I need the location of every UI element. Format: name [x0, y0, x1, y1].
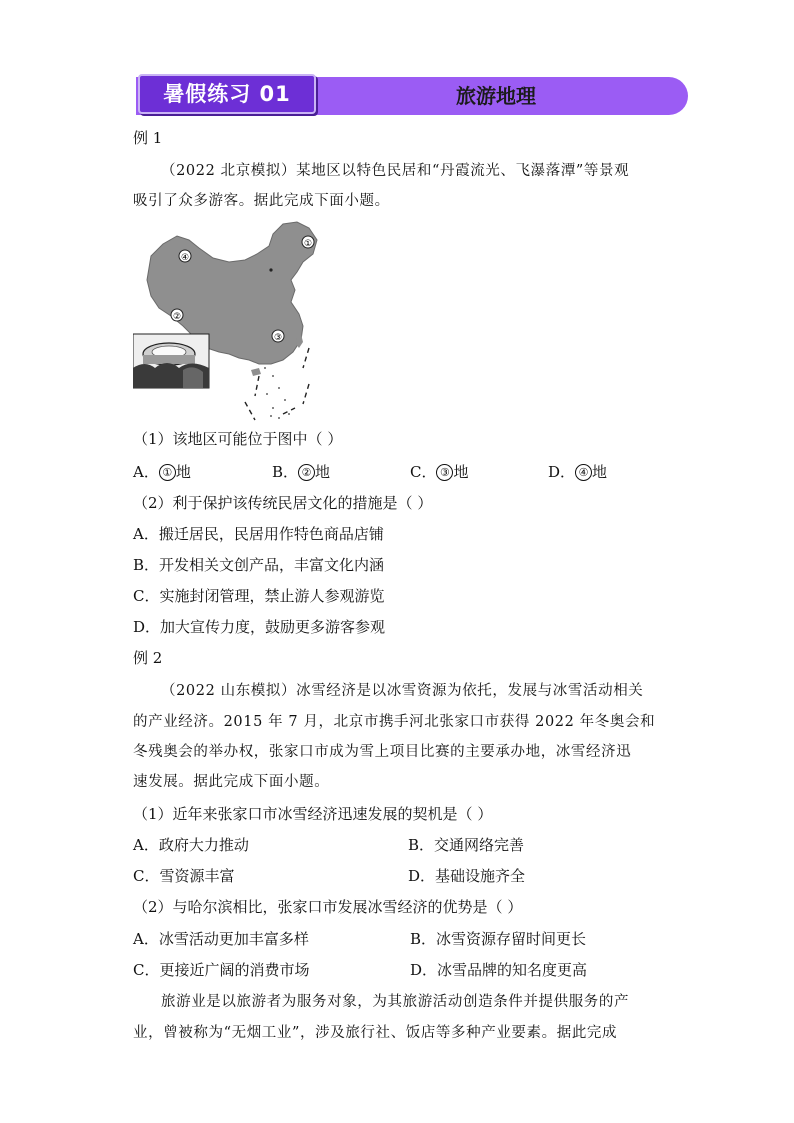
- map-marker-2: ②: [172, 312, 182, 322]
- ex1-q2-option-a: A．搬迁居民，民居用作特色商品店铺: [133, 525, 384, 543]
- ex2-q1-option-a: A．政府大力推动: [133, 836, 249, 854]
- example-2-question-2: （2）与哈尔滨相比，张家口市发展冰雪经济的优势是（ ）: [133, 898, 523, 916]
- example-1-question-2: （2）利于保护该传统民居文化的措施是（ ）: [133, 494, 433, 512]
- hainan-island: [251, 368, 261, 376]
- ex1-q1-option-c: C． ③ 地: [410, 463, 469, 481]
- circled-number-3: ③: [436, 464, 453, 481]
- example-2-stem-line-1: （2022 山东模拟）冰雪经济是以冰雪资源为依托，发展与冰雪活动相关: [161, 683, 644, 699]
- example-2-stem-line-3: 冬残奥会的举办权，张家口市成为雪上项目比赛的主要承办地，冰雪经济迅: [133, 744, 632, 760]
- ex2-q2-option-c: C．更接近广阔的消费市场: [133, 961, 310, 979]
- header-title: 旅游地理: [456, 84, 536, 108]
- circled-number-2: ②: [298, 464, 315, 481]
- ex2-q1-option-c: C．雪资源丰富: [133, 867, 235, 885]
- example-1-question-1: （1）该地区可能位于图中（ ）: [133, 430, 343, 448]
- ex1-q2-option-b: B．开发相关文创产品，丰富文化内涵: [133, 556, 385, 574]
- ex1-q1-option-d: D． ④ 地: [548, 463, 608, 481]
- passage-line-1: 旅游业是以旅游者为服务对象，为其旅游活动创造条件并提供服务的产: [161, 994, 630, 1010]
- example-1-label: 例 1: [133, 129, 163, 147]
- page-header: [136, 74, 688, 118]
- example-2-label: 例 2: [133, 649, 163, 667]
- map-marker-1: ①: [303, 239, 313, 249]
- ex2-q1-option-d: D．基础设施齐全: [408, 867, 526, 885]
- example-1-stem-line-2: 吸引了众多游客。据此完成下面小题。: [133, 193, 390, 209]
- ex1-q1-option-b: B． ② 地: [272, 463, 331, 481]
- ex1-q2-option-d: D．加大宣传力度，鼓励更多游客参观: [133, 618, 386, 636]
- tulou-inset-photo: [133, 334, 209, 388]
- map-marker-3: ③: [273, 333, 283, 343]
- ex1-q2-option-c: C．实施封闭管理，禁止游人参观游览: [133, 587, 385, 605]
- example-2-question-1: （1）近年来张家口市冰雪经济迅速发展的契机是（ ）: [133, 805, 493, 823]
- ex2-q2-option-b: B．冰雪资源存留时间更长: [410, 930, 587, 948]
- circled-number-4: ④: [575, 464, 592, 481]
- ex2-q2-option-a: A．冰雪活动更加丰富多样: [133, 930, 309, 948]
- example-1-stem-line-1: （2022 北京模拟）某地区以特色民居和“丹霞流光、飞瀑落潭”等景观: [161, 163, 630, 179]
- ex2-q1-option-b: B．交通网络完善: [408, 836, 525, 854]
- south-china-sea-islands: [264, 367, 290, 419]
- example-2-stem-line-2: 的产业经济。2015 年 7 月，北京市携手河北张家口市获得 2022 年冬奥会和: [133, 714, 656, 730]
- example-2-stem-line-4: 速发展。据此完成下面小题。: [133, 774, 330, 790]
- map-marker-4: ④: [180, 253, 190, 263]
- ex1-q1-option-a: A． ① 地: [133, 463, 191, 481]
- circled-number-1: ①: [159, 464, 176, 481]
- header-tag: 暑假练习 01: [138, 74, 316, 114]
- ex2-q2-option-d: D．冰雪品牌的知名度更高: [410, 961, 588, 979]
- china-map: [133, 218, 325, 426]
- beijing-dot: [269, 268, 272, 271]
- passage-line-2: 业，曾被称为“无烟工业”，涉及旅行社、饭店等多种产业要素。据此完成: [133, 1025, 618, 1041]
